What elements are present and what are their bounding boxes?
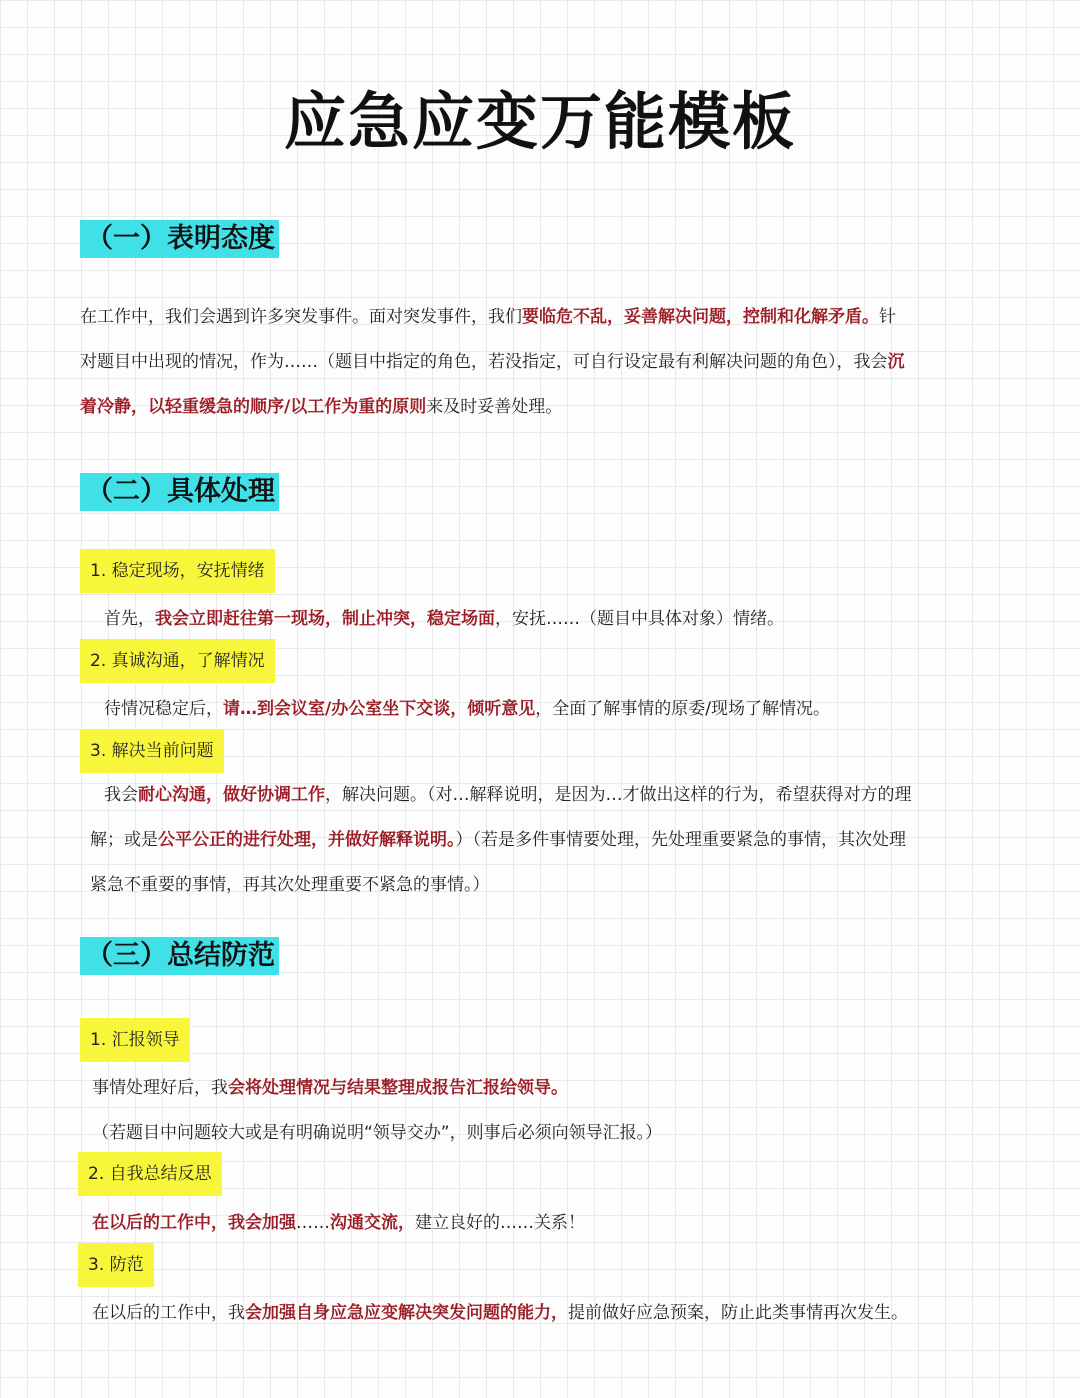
subheading-report: 1. 汇报领导: [80, 1018, 190, 1062]
page-title: 应急应变万能模板: [283, 85, 796, 158]
section-heading-handling: （二）具体处理: [80, 473, 279, 511]
paragraph-stabilize: 首先，我会立即赶往第一现场，制止冲突，稳定场面，安抚……（题目中具体对象）情绪。: [104, 609, 784, 629]
subheading-communicate: 2. 真诚沟通，了解情况: [80, 639, 275, 683]
subheading-stabilize: 1. 稳定现场，安抚情绪: [80, 549, 275, 593]
paragraph-resolve: 我会耐心沟通，做好协调工作，解决问题。（对…解释说明，是因为…才做出这样的行为，希望获得对方的理 解；或是公平公正的进行处理，并做好解释说明。）（若是多件事情要处理，先处理重要紧急的事情，其次处理 紧急不重要的事情，再其次处理重要不紧急的事情。）: [90, 785, 912, 895]
section-heading-summary: （三）总结防范: [80, 937, 279, 975]
paragraph-prevent: 在以后的工作中，我会加强自身应急应变解决突发问题的能力，提前做好应急预案，防止此类事情再次发生。: [92, 1303, 908, 1323]
paragraph-reflect: 在以后的工作中，我会加强……沟通交流，建立良好的……关系！: [92, 1213, 585, 1233]
section-heading-attitude: （一）表明态度: [80, 220, 279, 258]
paragraph-communicate: 待情况稳定后，请…到会议室/办公室坐下交谈，倾听意见，全面了解事情的原委/现场了解情况。: [104, 699, 830, 719]
subheading-prevent: 3. 防范: [78, 1243, 154, 1287]
paragraph-report: 事情处理好后，我会将处理情况与结果整理成报告汇报给领导。: [92, 1078, 568, 1098]
paragraph-attitude: 在工作中，我们会遇到许多突发事件。面对突发事件，我们要临危不乱，妥善解决问题，控制和化解矛盾。针 对题目中出现的情况，作为……（题目中指定的角色，若没指定，可自行设定最有利解决问题的角色），我会沉 着冷静，以轻重缓急的顺序/以工作为重的原则来及时妥善处理。: [80, 307, 905, 417]
paragraph-report-note: （若题目中问题较大或是有明确说明“领导交办”，则事后必须向领导汇报。）: [92, 1123, 663, 1143]
subheading-reflect: 2. 自我总结反思: [78, 1152, 222, 1196]
subheading-resolve: 3. 解决当前问题: [80, 729, 224, 773]
